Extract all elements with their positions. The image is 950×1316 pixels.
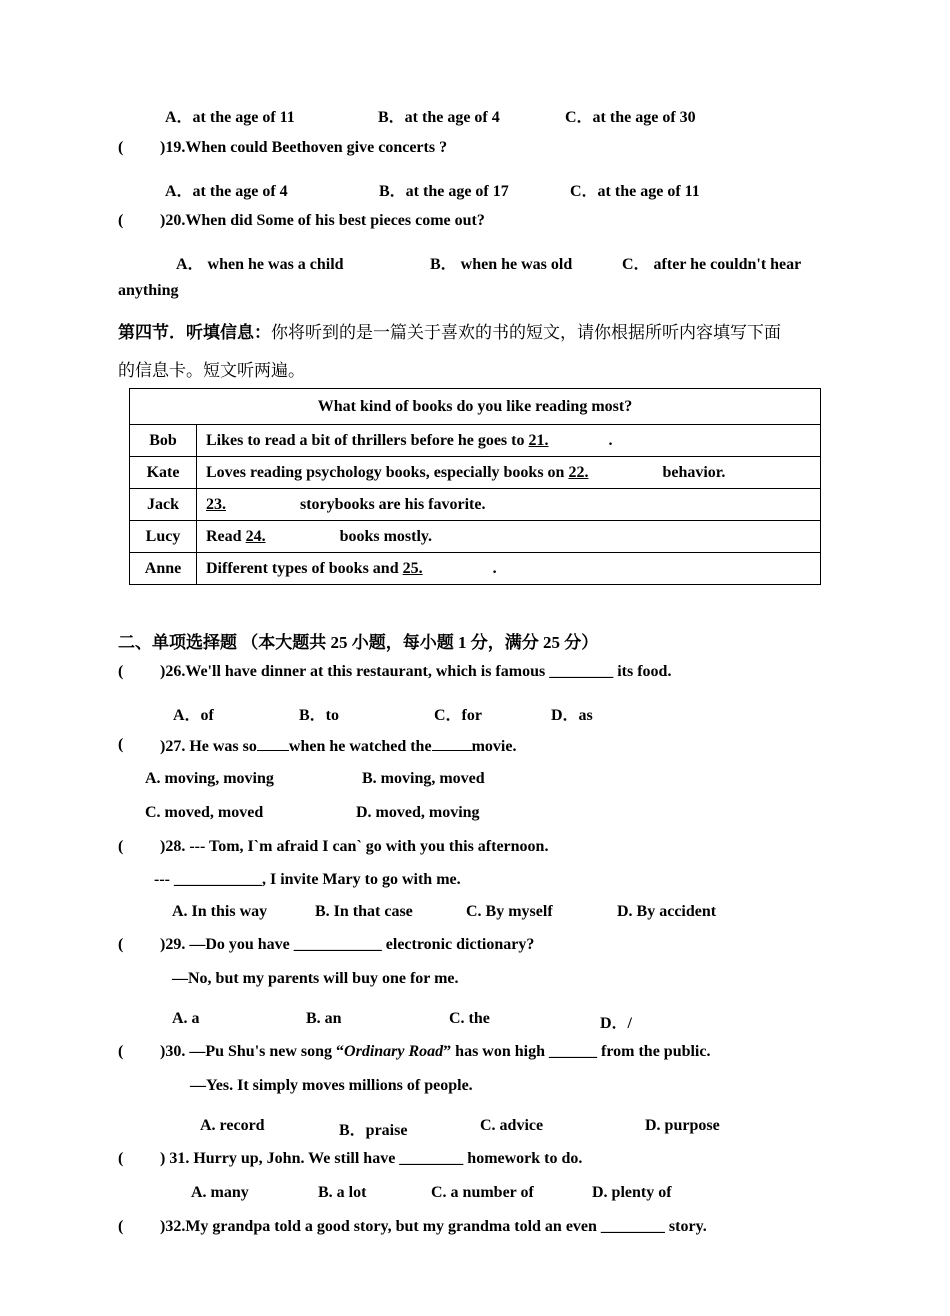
q29-option-c: C. the — [449, 1010, 490, 1027]
q32-paren[interactable]: ( — [118, 1218, 124, 1235]
q32-stem: )32.My grandpa told a good story, but my grandma told an even ________ story. — [160, 1218, 707, 1235]
section4-text: 你将听到的是一篇关于喜欢的书的短文，请你根据所听内容填写下面 — [271, 323, 781, 342]
blank-22[interactable]: 22. — [568, 464, 589, 481]
q28-option-a: A. In this way — [172, 903, 268, 920]
table-row — [130, 489, 821, 521]
q26-option-c: C．for — [434, 707, 482, 724]
section4-title: 第四节．听填信息： — [118, 323, 271, 342]
q27-blank-2[interactable] — [432, 736, 472, 751]
q31-option-d: D. plenty of — [592, 1184, 672, 1201]
row-content: Read 24. books mostly. — [197, 521, 821, 553]
q31-option-a: A. many — [191, 1184, 249, 1201]
q30-reply: —Yes. It simply moves millions of people. — [190, 1077, 473, 1094]
row-content: Likes to read a bit of thrillers before he goes to 21. . — [197, 425, 821, 457]
q18-option-c: C．at the age of 30 — [565, 109, 696, 126]
blank-23[interactable]: 23. — [206, 496, 226, 513]
table-row — [130, 521, 821, 553]
q19-option-b: B．at the age of 17 — [379, 183, 509, 200]
q31-stem: ) 31. Hurry up, John. We still have ________ homework to do. — [160, 1150, 583, 1167]
q18-option-b: B．at the age of 4 — [378, 109, 500, 126]
q29-stem: )29. —Do you have ___________ electronic dictionary? — [160, 936, 535, 953]
blank-25[interactable]: 25. — [402, 560, 423, 577]
q27-option-d: D. moved, moving — [356, 804, 480, 821]
row-name: Lucy — [130, 521, 197, 553]
q27-stem: )27. He was so when he watched the movie. — [160, 738, 517, 755]
q28-option-c: C. By myself — [466, 903, 553, 920]
q30-stem: )30. —Pu Shu's new song “Ordinary Road” has won high ______ from the public. — [160, 1043, 711, 1060]
section4-intro — [118, 318, 781, 343]
q31-option-c: C. a number of — [431, 1184, 534, 1201]
q19-option-a: A．at the age of 4 — [165, 183, 288, 200]
info-card-table — [129, 388, 821, 585]
q20-option-c: C． after he couldn't hear — [622, 256, 802, 273]
table-row — [130, 425, 821, 457]
q28-stem: )28. --- Tom, I`m afraid I can` go with you this afternoon. — [160, 838, 549, 855]
row-content: 23. storybooks are his favorite. — [197, 489, 821, 521]
q19-stem: )19.When could Beethoven give concerts ? — [160, 139, 448, 156]
q19-option-c: C．at the age of 11 — [570, 183, 700, 200]
q30-option-c: C. advice — [480, 1117, 544, 1134]
row-name: Kate — [130, 457, 197, 489]
row-name: Jack — [130, 489, 197, 521]
q26-paren[interactable]: ( — [118, 663, 124, 680]
q29-paren[interactable]: ( — [118, 936, 124, 953]
blank-24[interactable]: 24. — [245, 528, 266, 545]
q20-option-c-continued: anything — [118, 282, 179, 299]
q30-paren[interactable]: ( — [118, 1043, 124, 1060]
part2-title: 二、单项选择题 （本大题共 25 小题，每小题 1 分，满分 25 分） — [118, 633, 599, 652]
q31-paren[interactable]: ( — [118, 1150, 124, 1167]
blank-21[interactable]: 21. — [528, 432, 549, 449]
q20-option-b: B． when he was old — [430, 256, 573, 273]
q30-option-a: A. record — [200, 1117, 265, 1134]
row-content: Loves reading psychology books, especially books on 22. behavior. — [197, 457, 821, 489]
row-content: Different types of books and 25. . — [197, 553, 821, 585]
q26-option-b: B．to — [299, 707, 340, 724]
q27-option-b: B. moving, moved — [362, 770, 485, 787]
table-row — [130, 457, 821, 489]
q28-option-b: B. In that case — [315, 903, 413, 920]
q28-option-d: D. By accident — [617, 903, 717, 920]
q18-option-a: A．at the age of 11 — [165, 109, 295, 126]
q26-stem: )26.We'll have dinner at this restaurant, which is famous ________ its food. — [160, 663, 672, 680]
q20-stem: )20.When did Some of his best pieces come out? — [160, 212, 485, 229]
table-row — [130, 553, 821, 585]
q30-option-d: D. purpose — [645, 1117, 720, 1134]
q27-option-c: C. moved, moved — [145, 804, 264, 821]
q27-blank-1[interactable] — [257, 736, 289, 751]
q29-option-d: D．/ — [600, 1015, 633, 1032]
q27-option-a: A. moving, moving — [145, 770, 274, 787]
q27-paren[interactable]: ( — [118, 736, 124, 753]
q26-option-a: A．of — [173, 707, 214, 724]
q26-option-d: D．as — [551, 707, 593, 724]
q30-option-b: B．praise — [339, 1122, 408, 1139]
q29-option-a: A. a — [172, 1010, 200, 1027]
q20-paren[interactable]: ( — [118, 212, 124, 229]
q31-option-b: B. a lot — [318, 1184, 367, 1201]
q29-reply: —No, but my parents will buy one for me. — [172, 970, 459, 987]
row-name: Anne — [130, 553, 197, 585]
q19-paren[interactable]: ( — [118, 139, 124, 156]
q28-reply: --- ___________, I invite Mary to go with me. — [154, 871, 461, 888]
q29-option-b: B. an — [306, 1010, 342, 1027]
info-card-header: What kind of books do you like reading most? — [130, 389, 821, 425]
row-name: Bob — [130, 425, 197, 457]
q20-option-a: A． when he was a child — [176, 256, 344, 273]
q28-paren[interactable]: ( — [118, 838, 124, 855]
section4-text-cont: 的信息卡。短文听两遍。 — [118, 361, 305, 380]
